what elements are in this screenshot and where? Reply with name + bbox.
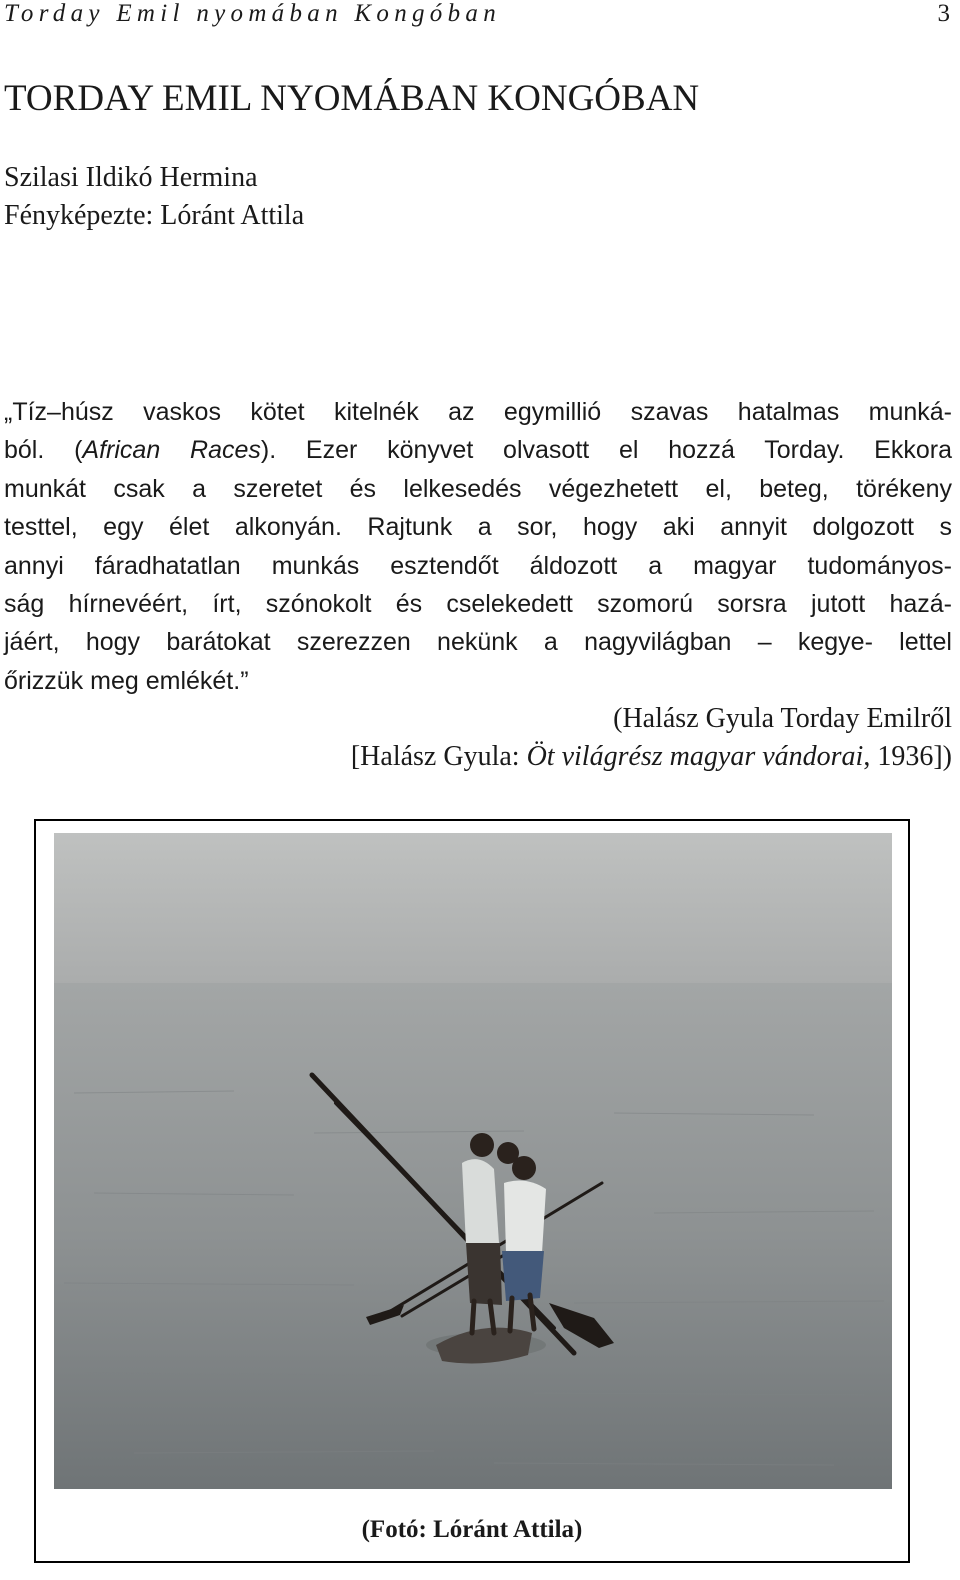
canoe-photo (54, 833, 892, 1489)
page-number: 3 (937, 0, 950, 27)
quote-line: „Tíz–húsz vaskos kötet kitelnék az egymillió szavas hatalmas munká- (4, 398, 952, 426)
source-text: , 1936]) (863, 741, 952, 772)
quote-text: ). Ezer könyvet olvasott el hozzá Torday. Ekkora (260, 436, 952, 465)
article-title: TORDAY EMIL NYOMÁBAN KONGÓBAN (4, 78, 700, 119)
quote-line: annyi fáradhatatlan munkás esztendőt áldozott a magyar tudományos- (4, 551, 952, 580)
quote-source (351, 738, 952, 776)
epigraph-quote (4, 393, 952, 700)
photographer-credit: Fényképezte: Lóránt Attila (4, 200, 305, 231)
photo-caption: (Fotó: Lóránt Attila) (361, 1516, 583, 1543)
running-title: Torday Emil nyomában Kongóban (4, 0, 501, 27)
quote-line: ság hírnevéért, írt, szónokolt és cselekedett szomorú sorsra jutott hazá- (4, 589, 952, 618)
quote-text: ból. ( (4, 436, 83, 465)
author-name: Szilasi Ildikó Hermina (4, 162, 258, 193)
quote-line: őrizzük meg emlékét.” (4, 666, 249, 695)
source-book-title: Öt világrész magyar vándorai (526, 741, 864, 772)
quote-book-title: African Races (82, 436, 261, 465)
quote-attribution: (Halász Gyula Torday Emilről (613, 703, 952, 734)
photo-frame (34, 819, 910, 1563)
quote-line (4, 431, 952, 469)
quote-line: jáért, hogy barátokat szerezzen nekünk a nagyvilágban – kegye- lettel (4, 628, 952, 657)
canoe-photo-illustration (54, 833, 892, 1489)
quote-line: testtel, egy élet alkonyán. Rajtunk a sor, hogy aki annyit dolgozott s (4, 513, 952, 542)
quote-line: munkát csak a szeretet és lelkesedés végezhetett el, beteg, törékeny (4, 474, 952, 503)
source-text: [Halász Gyula: (350, 741, 527, 772)
